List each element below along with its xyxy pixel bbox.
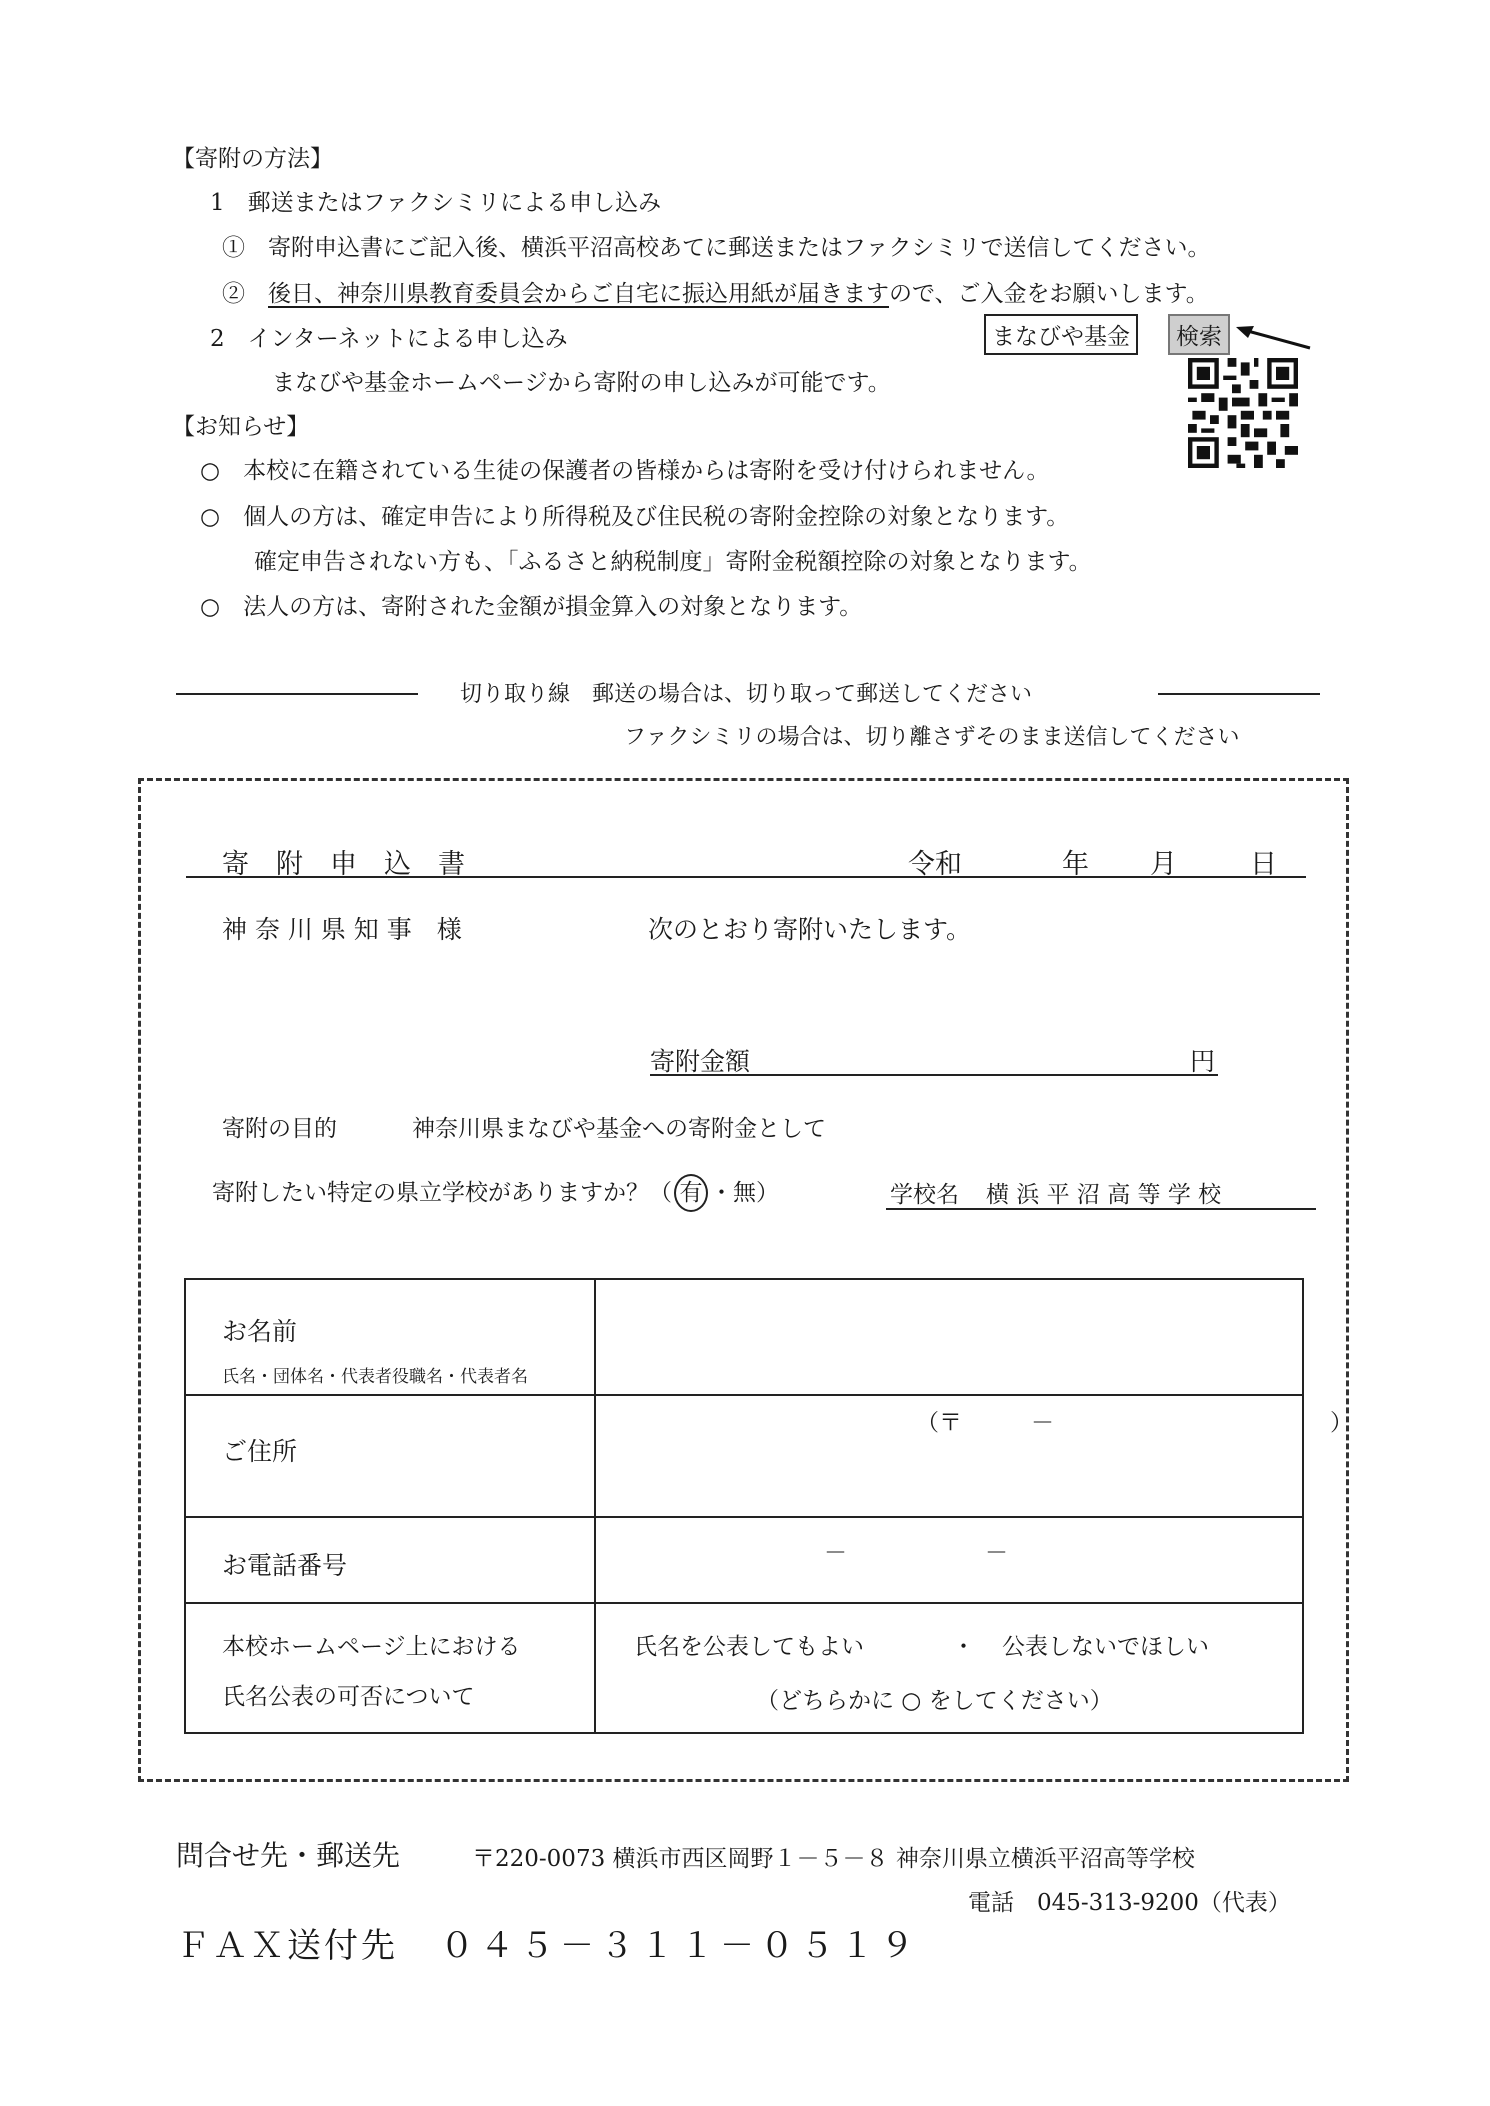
cut-line-right	[1158, 693, 1320, 695]
date-era: 令和	[908, 849, 962, 880]
title-underline	[186, 876, 1306, 878]
publish-label-cell	[185, 1603, 595, 1733]
school-option-separator: ・	[710, 1180, 733, 1206]
date-month-label: 月	[1150, 849, 1177, 880]
address-input-cell[interactable]	[595, 1395, 1353, 1517]
step2-prefix: ②	[222, 281, 268, 307]
applicant-table	[184, 1278, 1353, 1734]
school-question	[212, 1174, 779, 1212]
method-item-mail-fax: 1 郵送またはファクシミリによる申し込み	[210, 190, 662, 216]
date-year-label: 年	[1062, 849, 1089, 880]
school-name-value: 横 浜 平 沼 高 等 学 校	[986, 1182, 1222, 1208]
notice-item-3: ○ 法人の方は、寄附された金額が損金算入の対象となります。	[200, 594, 863, 620]
cut-line-left	[176, 693, 418, 695]
step2-suffix: ので、ご入金をお願いします。	[889, 281, 1209, 307]
address-postal: （〒 － ）	[916, 1410, 1353, 1436]
publish-ng-option[interactable]: 公表しないでほしい	[1002, 1634, 1209, 1660]
publish-ok-option[interactable]: 氏名を公表してもよい	[634, 1634, 864, 1660]
purpose-value: 神奈川県まなびや基金への寄附金として	[412, 1116, 826, 1142]
phone-label-cell	[185, 1517, 595, 1603]
phone-label: お電話番号	[222, 1551, 348, 1580]
purpose-label: 寄附の目的	[222, 1116, 337, 1142]
address-label: ご住所	[222, 1437, 298, 1466]
fax-label: ＦＡＸ送付先	[176, 1926, 398, 1966]
contact-address: 〒220-0073 横浜市西区岡野１－５－８ 神奈川県立横浜平沼高等学校	[472, 1846, 1195, 1872]
arrow-icon	[1234, 322, 1314, 352]
name-label-cell	[185, 1279, 595, 1395]
school-name-label: 学校名	[890, 1182, 959, 1208]
name-label: お名前	[222, 1317, 298, 1346]
name-input-cell[interactable]	[595, 1279, 1303, 1395]
table-row-phone	[185, 1517, 1303, 1603]
notice-item-1: ○ 本校に在籍されている生徒の保護者の皆様からは寄附を受け付けられません。	[200, 458, 1050, 484]
contact-label: 問合せ先・郵送先	[176, 1839, 401, 1872]
method-item-mail-fax-step2	[222, 275, 1209, 308]
school-name-underline	[886, 1208, 1316, 1210]
phone-input-cell[interactable]	[595, 1517, 1303, 1603]
school-no-option[interactable]: 無	[733, 1180, 756, 1206]
notice-item-2-continued: 確定申告されない方も、「ふるさと納税制度」寄附金税額控除の対象となります。	[254, 549, 1092, 575]
publish-note: （どちらかに ○ をしてください）	[756, 1688, 1113, 1714]
step2-underlined-text: 後日、神奈川県教育委員会からご自宅に振込用紙が届きます	[268, 281, 889, 307]
publish-label-line2: 氏名公表の可否について	[222, 1684, 475, 1710]
table-row-address	[185, 1395, 1303, 1517]
form-title: 寄 附 申 込 書	[222, 849, 465, 880]
cut-line-label: 切り取り線 郵送の場合は、切り取って郵送してください	[460, 682, 1033, 707]
fax-note: ファクシミリの場合は、切り離さずそのまま送信してください	[624, 725, 1240, 750]
amount-field[interactable]	[650, 1074, 1218, 1076]
method-heading: 【寄附の方法】	[172, 146, 333, 172]
school-question-text: 寄附したい特定の県立学校がありますか？（	[212, 1180, 672, 1206]
phone-dashes: － －	[824, 1540, 1008, 1566]
table-row-publish	[185, 1603, 1303, 1733]
school-question-close: ）	[756, 1180, 779, 1206]
address-label-cell	[185, 1395, 595, 1517]
amount-unit: 円	[1190, 1047, 1216, 1076]
method-item-internet: 2 インターネットによる申し込み	[210, 326, 568, 352]
method-item-mail-fax-step1: ① 寄附申込書にご記入後、横浜平沼高校あてに郵送またはファクシミリで送信してください。	[222, 235, 1211, 261]
fax-number: ０４５－３１１－０５１９	[440, 1926, 920, 1966]
amount-label: 寄附金額	[650, 1047, 751, 1076]
notice-heading: 【お知らせ】	[172, 414, 310, 440]
publish-options-cell	[595, 1603, 1303, 1733]
qr-code-icon	[1188, 358, 1298, 468]
contact-phone: 電話 045-313-9200（代表）	[968, 1890, 1291, 1916]
addressee: 神 奈 川 県 知 事 様	[222, 915, 462, 944]
search-term-box: まなびや基金	[984, 314, 1138, 355]
notice-item-2: ○ 個人の方は、確定申告により所得税及び住民税の寄附金控除の対象となります。	[200, 504, 1070, 530]
date-day-label: 日	[1250, 849, 1277, 880]
table-row-name	[185, 1279, 1303, 1395]
name-sub-label: 氏名・団体名・代表者役職名・代表者名	[222, 1367, 528, 1387]
publish-option-separator: ・	[952, 1634, 975, 1660]
school-yes-option[interactable]: 有	[674, 1174, 708, 1212]
publish-label-line1: 本校ホームページ上における	[222, 1634, 521, 1660]
search-button: 検索	[1168, 314, 1230, 355]
statement: 次のとおり寄附いたします。	[648, 915, 972, 944]
method-item-internet-desc: まなびや基金ホームページから寄附の申し込みが可能です。	[272, 370, 891, 396]
